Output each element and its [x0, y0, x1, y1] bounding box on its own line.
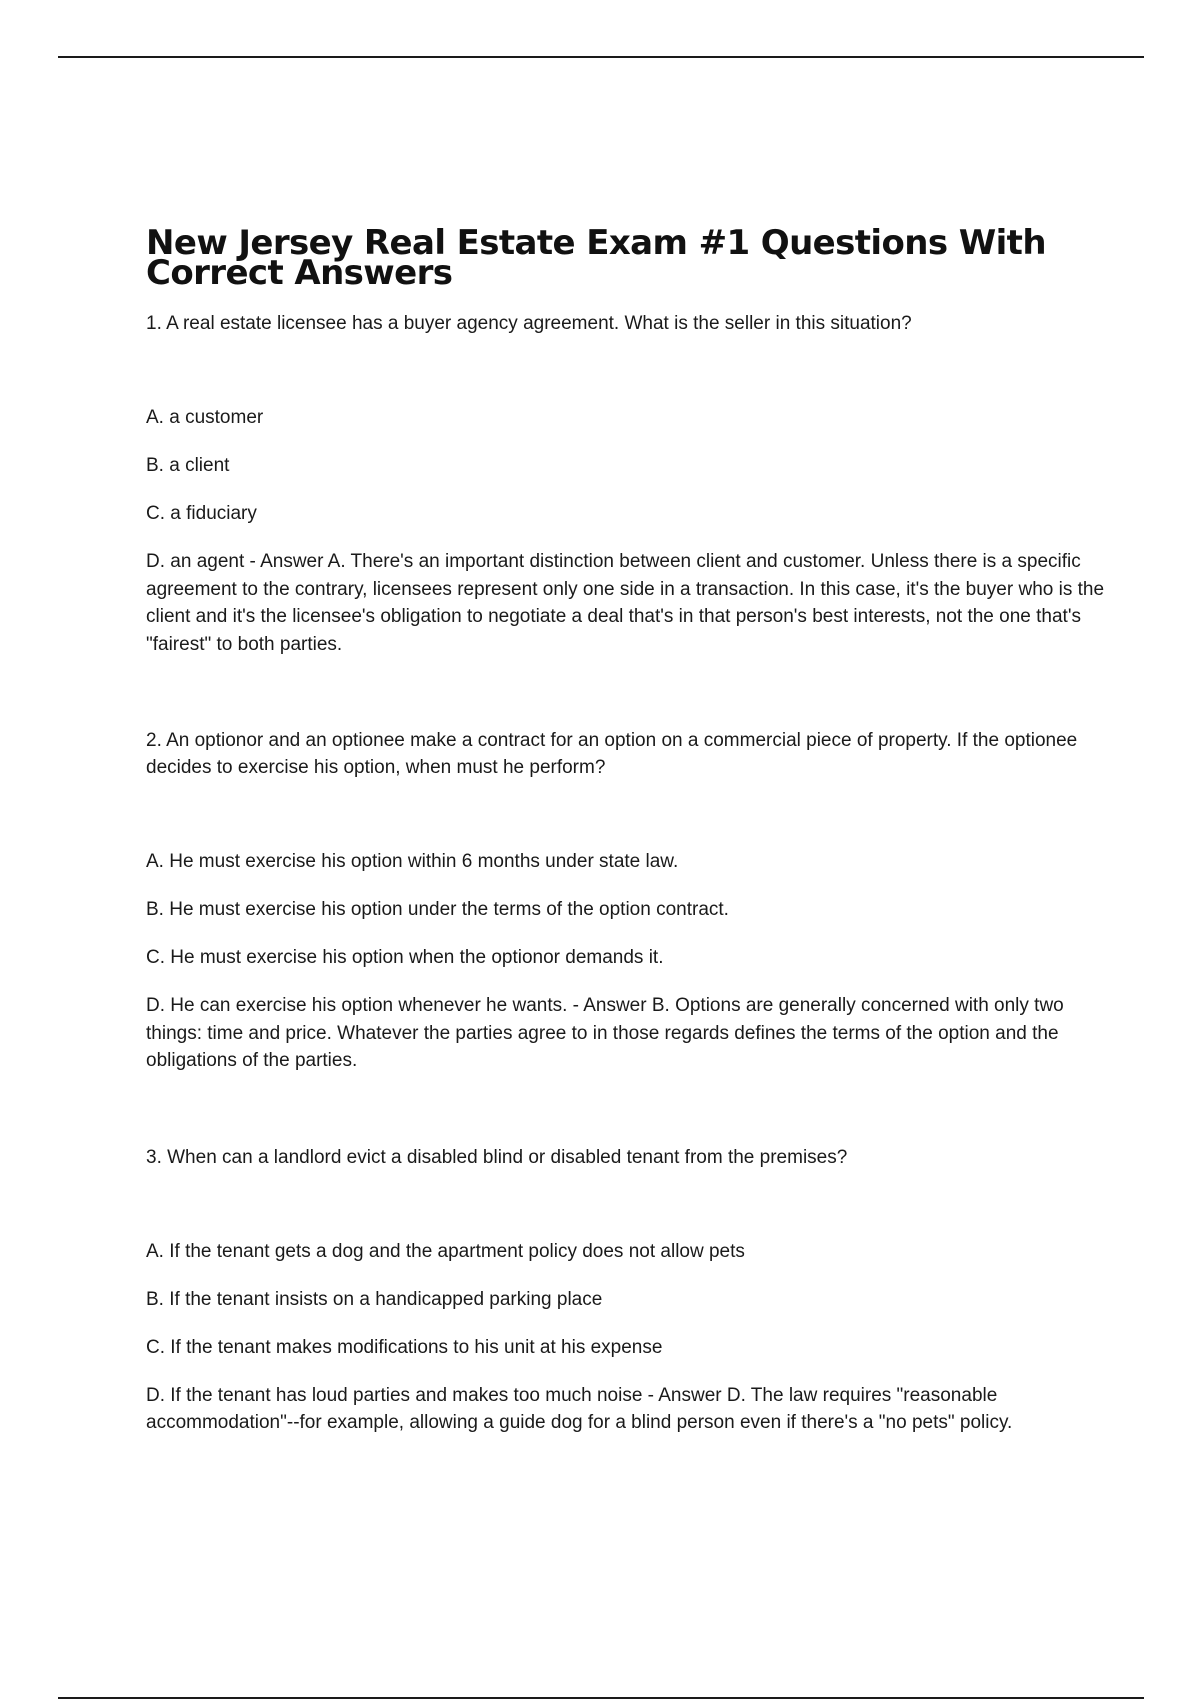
- question-3: 3. When can a landlord evict a disabled blind or disabled tenant from the premises?: [146, 1146, 848, 1168]
- question-1-option-b: B. a client: [146, 455, 230, 476]
- question-3-option-a: A. If the tenant gets a dog and the apartment policy does not allow pets: [146, 1240, 745, 1262]
- document-body: [146, 223, 1106, 1437]
- question-1-option-c: C. a fiduciary: [146, 503, 257, 524]
- question-2: 2. An optionor and an optionee make a contract for an option on a commercial piece of property. If the optionee decides to exercise his option, when must he perform?: [146, 730, 1078, 778]
- question-1-option-d-answer: D. an agent - Answer A. There's an important distinction between client and customer. Unless there is a specific agreement to the contrary, licensees represent only one side in a transaction. In this case, it's the buyer who is the client and it's the licensee's obligation to negotiate a deal that's in that person's best interests, not the one that's "fairest" to both parties.: [146, 551, 1105, 655]
- question-2-option-d-answer: D. He can exercise his option whenever he wants. - Answer B. Options are generally concerned with only two things: time and price. Whatever the parties agree to in those regards defines the terms of the option and the obligations of the parties.: [146, 995, 1064, 1071]
- footer-rule: [58, 1697, 1144, 1699]
- document-title: New Jersey Real Estate Exam #1 Questions With Correct Answers: [146, 223, 1046, 293]
- question-3-option-d-answer: D. If the tenant has loud parties and makes too much noise - Answer D. The law requires "reasonable accommodation"--for example, allowing a guide dog for a blind person even if there's a "no pets" policy.: [146, 1384, 1013, 1433]
- question-2-option-a: A. He must exercise his option within 6 months under state law.: [146, 851, 679, 872]
- question-2-option-c: C. He must exercise his option when the optionor demands it.: [146, 947, 664, 968]
- question-1-option-a: A. a customer: [146, 407, 264, 428]
- question-3-option-c: C. If the tenant makes modifications to his unit at his expense: [146, 1336, 663, 1358]
- question-1: 1. A real estate licensee has a buyer agency agreement. What is the seller in this situation?: [146, 313, 912, 334]
- question-3-option-b: B. If the tenant insists on a handicapped parking place: [146, 1288, 603, 1310]
- header-rule: [58, 56, 1144, 58]
- question-2-option-b: B. He must exercise his option under the terms of the option contract.: [146, 899, 729, 920]
